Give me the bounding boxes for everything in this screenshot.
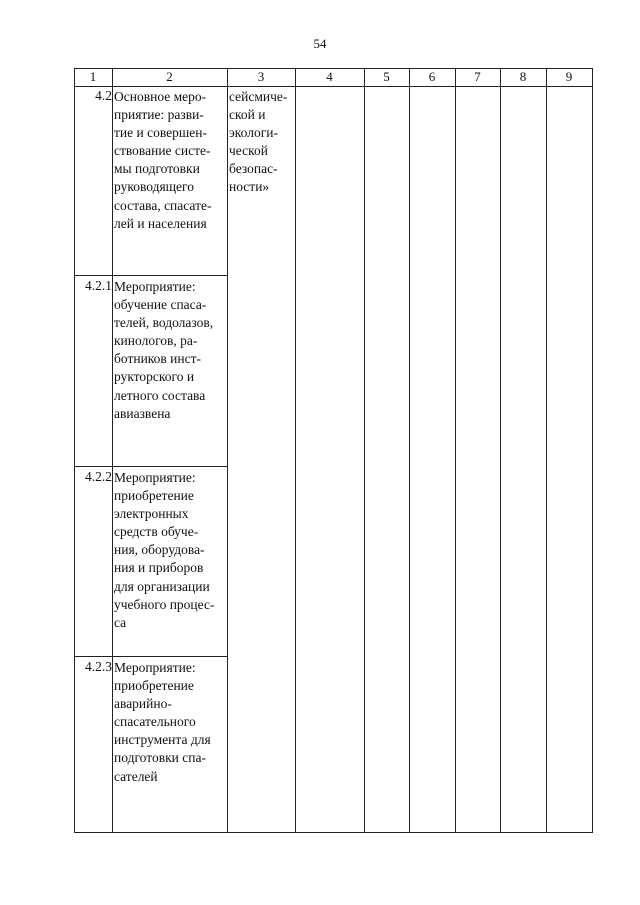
description-line: Мероприятие: xyxy=(114,660,196,675)
table-border-right xyxy=(592,68,593,832)
column-divider xyxy=(500,68,501,832)
description-line: тие и совершен- xyxy=(114,125,207,141)
note-line: ской и xyxy=(229,107,266,123)
column-divider xyxy=(455,68,456,832)
row-divider xyxy=(74,466,228,467)
description-line: рукторского и xyxy=(114,369,195,385)
description-line: средств обуче- xyxy=(114,524,199,540)
table-border-left xyxy=(74,68,75,832)
description-line: спасательного xyxy=(114,714,196,730)
description-line: ния, оборудова- xyxy=(114,542,205,558)
row-number: 4.2.2 xyxy=(85,469,112,484)
row-divider xyxy=(74,656,228,657)
description-line: состава, спасате- xyxy=(114,197,212,213)
note-line: ности» xyxy=(229,179,270,195)
page-number: 54 xyxy=(313,36,327,51)
description-line: учебного процес- xyxy=(114,596,215,612)
column-header: 6 xyxy=(428,69,436,84)
description-line: приобретение xyxy=(114,488,194,504)
column-header: 1 xyxy=(89,69,97,84)
column-header: 2 xyxy=(166,69,173,84)
description-line: приобретение xyxy=(114,678,194,694)
row-description xyxy=(114,659,227,786)
note-line: экологи- xyxy=(229,125,278,141)
column-divider xyxy=(112,68,113,832)
note-line: безопас- xyxy=(229,161,278,177)
description-line: ния и приборов xyxy=(114,560,204,576)
note-line: ческой xyxy=(229,143,268,159)
row-description xyxy=(114,278,227,423)
description-line: мы подготовки xyxy=(114,161,200,177)
column-header: 3 xyxy=(257,69,265,84)
description-line: сателей xyxy=(114,768,158,784)
description-line: инструмента для xyxy=(114,732,211,748)
description-line: ствование систе- xyxy=(114,143,211,159)
description-line: электронных xyxy=(114,506,189,522)
description-line: авиазвена xyxy=(114,405,171,421)
description-line: подготовки спа- xyxy=(114,750,206,766)
column-divider xyxy=(227,68,228,832)
description-line: Мероприятие: xyxy=(114,279,196,294)
description-line: са xyxy=(114,614,127,630)
description-line: руководящего xyxy=(114,179,195,195)
column-header: 5 xyxy=(383,69,390,84)
column-header: 8 xyxy=(519,69,527,84)
description-line: приятие: разви- xyxy=(114,107,204,123)
row-description xyxy=(114,88,227,233)
column-header: 7 xyxy=(474,69,481,84)
description-line: аварийно- xyxy=(114,696,172,712)
row-number: 4.2.3 xyxy=(85,659,112,674)
description-line: ботников инст- xyxy=(114,351,201,367)
column-divider xyxy=(409,68,410,832)
column-divider xyxy=(546,68,547,832)
column3-note xyxy=(229,88,295,197)
column-header: 4 xyxy=(326,69,333,84)
description-line: кинологов, ра- xyxy=(114,333,198,349)
row-description xyxy=(114,469,227,632)
row-number: 4.2.1 xyxy=(85,278,112,293)
column-header: 9 xyxy=(565,69,573,84)
column-divider xyxy=(295,68,296,832)
row-divider xyxy=(74,275,228,276)
description-line: для организации xyxy=(114,578,210,594)
column-divider xyxy=(364,68,365,832)
description-line: телей, водолазов, xyxy=(114,315,214,331)
row-number: 4.2 xyxy=(95,88,112,103)
table-border-bottom xyxy=(74,832,593,833)
description-line: Основное меро- xyxy=(114,89,207,104)
header-divider xyxy=(74,86,593,87)
description-line: лей и населения xyxy=(114,215,207,231)
description-line: Мероприятие: xyxy=(114,470,196,485)
description-line: обучение спаса- xyxy=(114,297,207,313)
note-line: сейсмиче- xyxy=(229,89,288,104)
description-line: летного состава xyxy=(114,387,206,403)
